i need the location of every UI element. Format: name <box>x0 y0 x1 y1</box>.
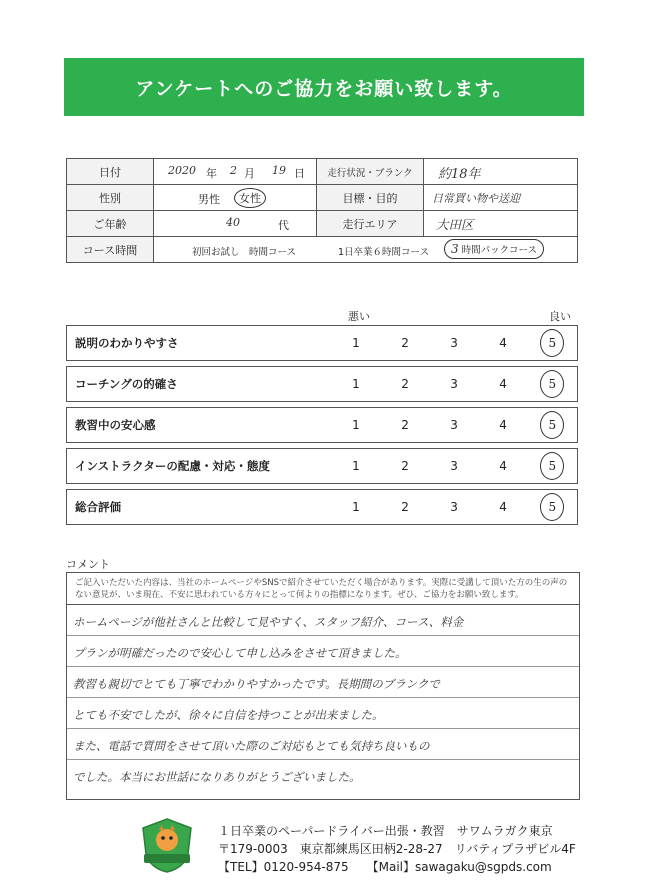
rating-option-4[interactable] <box>479 326 528 361</box>
rating-number: 3 <box>450 377 458 391</box>
comment-line: でした。本当にお世話になりありがとうございました。 <box>73 770 361 784</box>
course-option-pack[interactable] <box>444 239 544 259</box>
rating-question: コーチングの的確さ <box>67 367 332 402</box>
rating-option-4[interactable] <box>479 449 528 484</box>
rating-option-3[interactable] <box>430 408 479 443</box>
rating-good-label: 良い <box>549 310 571 323</box>
rating-option-1[interactable] <box>331 326 380 361</box>
rating-option-2[interactable] <box>381 408 430 443</box>
rating-question: インストラクターの配慮・対応・態度 <box>67 449 332 484</box>
rating-number: 3 <box>450 418 458 432</box>
rating-number: 2 <box>401 336 409 350</box>
footer-tagline: １日卒業のペーパードライバー出張・教習 サワムラガク東京 <box>218 824 553 838</box>
rating-number: 4 <box>499 336 507 350</box>
gender-female-option[interactable]: 女性 <box>234 188 266 208</box>
rating-number: 5 <box>540 493 564 521</box>
rating-row <box>67 449 578 484</box>
rating-option-5[interactable] <box>528 408 578 443</box>
rating-number: 1 <box>352 336 360 350</box>
rating-option-2[interactable] <box>381 490 430 525</box>
course-pack-hours: 3 <box>451 242 459 256</box>
rating-number: 2 <box>401 377 409 391</box>
area-field[interactable] <box>424 211 578 237</box>
info-table <box>66 158 578 263</box>
gender-male-option[interactable]: 男性 <box>198 193 220 206</box>
status-label: 走行状況・ブランク <box>317 159 424 185</box>
rating-option-1[interactable] <box>331 367 380 402</box>
rating-question: 教習中の安心感 <box>67 408 332 443</box>
date-day: 19 <box>272 164 286 177</box>
status-value: 約18年 <box>438 167 481 182</box>
rating-number: 4 <box>499 500 507 514</box>
comment-line: 教習も親切でとても丁寧でわかりやすかったです。長期間のブランクで <box>67 667 579 698</box>
status-field[interactable] <box>424 159 578 185</box>
rating-question: 総合評価 <box>67 490 332 525</box>
rating-number: 2 <box>401 459 409 473</box>
rating-question: 説明のわかりやすさ <box>67 326 332 361</box>
rating-number: 3 <box>450 336 458 350</box>
comment-note: ご記入いただいた内容は、当社のホームページやSNSで紹介させていただく場合があります。実際に受講して頂いた方の生の声のない意見が、いま現在、不安に思われている方々にとって何よりの指標になります。ぜひ、ご協力をお願い致します。 <box>67 573 579 605</box>
rating-option-4[interactable] <box>479 490 528 525</box>
date-field[interactable] <box>154 159 317 185</box>
survey-banner: アンケートへのご協力をお願い致します。 <box>64 58 584 116</box>
rating-number: 2 <box>401 500 409 514</box>
rating-number: 3 <box>450 459 458 473</box>
date-day-unit: 日 <box>294 167 305 180</box>
rating-option-3[interactable] <box>430 490 479 525</box>
rating-option-3[interactable] <box>430 326 479 361</box>
comment-box[interactable] <box>66 572 580 800</box>
rating-row <box>67 408 578 443</box>
rating-number: 5 <box>540 370 564 398</box>
rating-number: 5 <box>540 452 564 480</box>
comment-line: とても不安でしたが、徐々に自信を持つことが出来ました。 <box>67 698 579 729</box>
comment-label: コメント <box>66 558 110 571</box>
rating-option-5[interactable] <box>528 326 578 361</box>
rating-number: 1 <box>352 418 360 432</box>
date-year-unit: 年 <box>206 167 217 180</box>
age-unit: 代 <box>278 219 289 232</box>
comment-line: プランが明確だったので安心して申し込みをさせて頂きました。 <box>67 636 579 667</box>
rating-number: 4 <box>499 377 507 391</box>
course-option-6h[interactable]: 1日卒業６時間コース <box>338 247 430 258</box>
footer-contact: 【TEL】0120-954-875 【Mail】sawagaku@sgpds.com <box>218 860 552 874</box>
footer <box>218 822 576 876</box>
gender-label: 性別 <box>67 185 154 211</box>
area-label: 走行エリア <box>317 211 424 237</box>
goal-label: 目標・目的 <box>317 185 424 211</box>
rating-option-1[interactable] <box>331 490 380 525</box>
rating-number: 2 <box>401 418 409 432</box>
rating-option-2[interactable] <box>381 449 430 484</box>
age-value: 40 <box>226 216 240 229</box>
age-label: ご年齢 <box>67 211 154 237</box>
date-month-unit: 月 <box>244 167 255 180</box>
goal-field[interactable] <box>424 185 578 211</box>
comment-line: また、電話で質問をさせて頂いた際のご対応もとても気持ち良いもの <box>67 729 579 760</box>
rating-option-3[interactable] <box>430 367 479 402</box>
rating-number: 5 <box>540 329 564 357</box>
course-label: コース時間 <box>67 237 154 263</box>
rating-number: 5 <box>540 411 564 439</box>
course-pack-label: 時間パックコース <box>461 245 538 256</box>
course-option-trial[interactable]: 初回お試し 時間コース <box>192 247 297 258</box>
rating-number: 3 <box>450 500 458 514</box>
rating-option-3[interactable] <box>430 449 479 484</box>
goal-value: 日常買い物や送迎 <box>432 192 520 205</box>
rating-option-4[interactable] <box>479 408 528 443</box>
gender-field[interactable] <box>154 185 317 211</box>
rating-option-5[interactable] <box>528 490 578 525</box>
rating-number: 1 <box>352 377 360 391</box>
rating-row <box>67 326 578 361</box>
sawagaku-logo <box>138 816 196 874</box>
age-field[interactable] <box>154 211 317 237</box>
footer-address: 〒179-0003 東京都練馬区田柄2-28-27 リバティプラザビル4F <box>218 842 576 856</box>
date-year: 2020 <box>168 164 196 177</box>
rating-number: 1 <box>352 500 360 514</box>
rating-number: 4 <box>499 418 507 432</box>
rating-option-4[interactable] <box>479 367 528 402</box>
date-label: 日付 <box>67 159 154 185</box>
course-field[interactable] <box>154 237 578 263</box>
rating-option-5[interactable] <box>528 367 578 402</box>
rating-row <box>67 490 578 525</box>
area-value: 大田区 <box>436 217 474 232</box>
rating-number: 1 <box>352 459 360 473</box>
date-month: 2 <box>230 164 237 177</box>
rating-number: 4 <box>499 459 507 473</box>
rating-option-1[interactable] <box>331 449 380 484</box>
rating-table <box>66 325 578 525</box>
comment-line: ホームページが他社さんと比較して見やすく、スタッフ紹介、コース、料金 <box>67 605 579 636</box>
rating-option-5[interactable] <box>528 449 578 484</box>
rating-option-2[interactable] <box>381 367 430 402</box>
rating-option-1[interactable] <box>331 408 380 443</box>
rating-bad-label: 悪い <box>348 310 370 323</box>
rating-row <box>67 367 578 402</box>
rating-option-2[interactable] <box>381 326 430 361</box>
